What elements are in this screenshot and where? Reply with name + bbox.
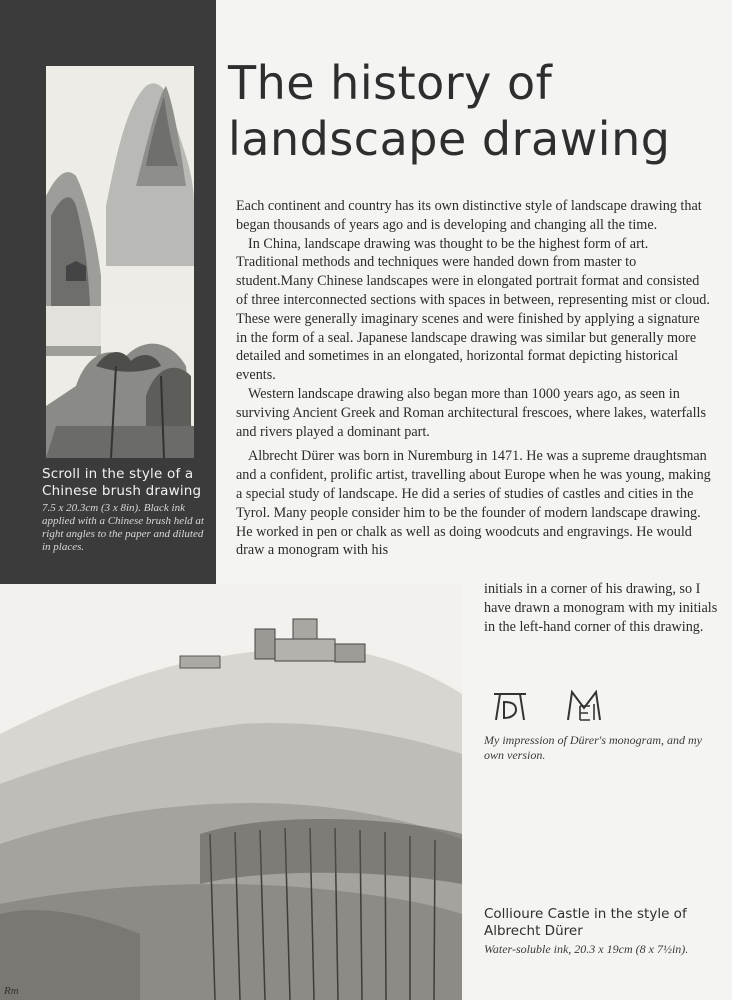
intro-paragraph: Each continent and country has its own distinctive style of landscape drawing that began thousands of years ago and is developing and changing all the time. (236, 198, 702, 233)
chinese-scroll-illustration (46, 66, 194, 458)
castle-caption-title: Collioure Castle in the style of Albrecht Dürer (484, 906, 687, 939)
scroll-caption (42, 466, 207, 554)
article-body (236, 197, 712, 560)
castle-caption (484, 906, 724, 957)
monogram-pair (492, 688, 692, 728)
artist-monogram-icon (564, 688, 604, 724)
durer-paragraph-end: initials in a corner of his drawing, so I have drawn a monogram with my initials in the left-hand corner of this drawing. (484, 581, 718, 635)
durer-paragraph: Albrecht Dürer was born in Nuremburg in 1471. He was a supreme draughtsman and a confident, prolific artist, travelling about Europe when he was young, making a special study of landscape. He did a series of studies of castles and cities in the Tyrol. Many people consider him to be the founder of modern landscape drawing. He worked in pen or chalk as well as doing woodcuts and engravings. He would draw a monogram with his (236, 448, 711, 559)
scroll-caption-text: 7.5 x 20.3cm (3 x 8in). Black ink applied with a Chinese brush held at right angles to the paper and diluted in places. (42, 502, 204, 553)
scroll-caption-title: Scroll in the style of a Chinese brush drawing (42, 466, 202, 499)
artist-signature: Rm (4, 985, 19, 997)
monogram-caption: My impression of Dürer's monogram, and my own version. (484, 733, 702, 762)
western-paragraph: Western landscape drawing also began more than 1000 years ago, as seen in surviving Ancient Greek and Roman architectural frescoes, where lakes, waterfalls and rivers played a dominant part. (236, 385, 706, 440)
collioure-castle-illustration (0, 584, 462, 1000)
page-title (228, 55, 728, 167)
sidebar-panel (0, 0, 216, 584)
china-paragraph: In China, landscape drawing was thought to be the highest form of art. Traditional methods and techniques were handed down from master to student.Many Chinese landscapes were in elongated portrait format and consisted of three interconnected sections with spaces in between, representing mist or cloud. These were generally imaginary scenes and were finished by applying a signature in the form of a seal. Japanese landscape drawing was similar but generally more detailed and sometimes in an elongated, horizontal format depicting historical events. (236, 235, 710, 384)
durer-monogram-icon (492, 688, 528, 724)
castle-caption-text: Water-soluble ink, 20.3 x 19cm (8 x 7½in). (484, 942, 689, 956)
page-title-line-2: landscape drawing (228, 112, 671, 166)
page-title-line-1: The history of (228, 56, 553, 110)
